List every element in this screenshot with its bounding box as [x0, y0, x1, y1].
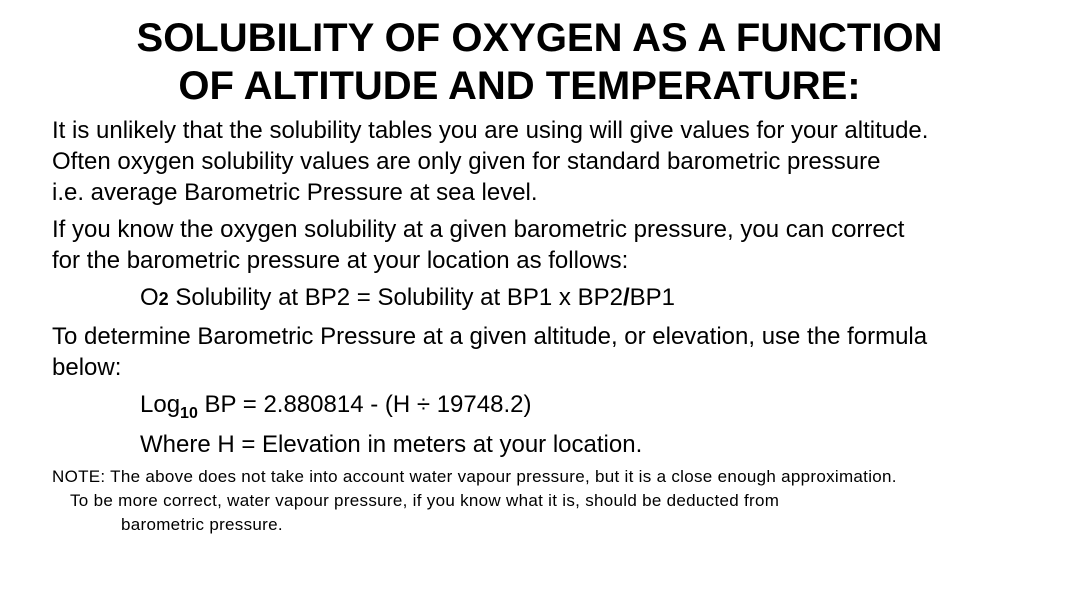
pressure-formula [52, 389, 1072, 429]
title-line-1: SOLUBILITY OF OXYGEN AS A FUNCTION [136, 16, 943, 60]
paragraph-1-line-2: Often oxygen solubility values are only given for standard barometric pressure [52, 148, 881, 175]
log-subscript: 10 [180, 405, 198, 422]
note-line-1: NOTE: The above does not take into account water vapour pressure, but it is a close enough approximation. [52, 467, 897, 486]
title-line-2: OF ALTITUDE AND TEMPERATURE: [178, 64, 861, 108]
note-line-2: To be more correct, water vapour pressure, if you know what it is, should be deducted from [70, 491, 780, 510]
paragraph-2-line-2: for the barometric pressure at your location as follows: [52, 247, 629, 274]
solubility-formula-text: Solubility at BP2 = Solubility at BP1 x BP2 [168, 284, 623, 311]
note-block [52, 465, 1072, 537]
division-slash: / [622, 284, 630, 311]
log-label: Log [140, 391, 181, 418]
page-title [0, 14, 1079, 110]
o2-subscript: 2 [158, 289, 169, 309]
note-line-3: barometric pressure. [121, 515, 283, 534]
solubility-formula-denominator: BP1 [629, 284, 675, 311]
paragraph-1-line-1: It is unlikely that the solubility tables you are using will give values for your altitude. [52, 117, 929, 144]
paragraph-2-line-1: If you know the oxygen solubility at a given barometric pressure, you can correct [52, 216, 905, 243]
o2-symbol [140, 284, 169, 311]
paragraph-1-line-3: i.e. average Barometric Pressure at sea level. [52, 179, 538, 206]
paragraph-3-line-2: below: [52, 354, 122, 381]
o2-letter: O [140, 284, 159, 311]
body-text [52, 115, 1072, 460]
pressure-formula-expression: BP = 2.880814 - (H ÷ 19748.2) [197, 391, 532, 418]
paragraph-3-line-1: To determine Barometric Pressure at a given altitude, or elevation, use the formula [52, 323, 928, 350]
where-definition: Where H = Elevation in meters at your location. [140, 431, 643, 458]
solubility-formula [52, 282, 1072, 315]
